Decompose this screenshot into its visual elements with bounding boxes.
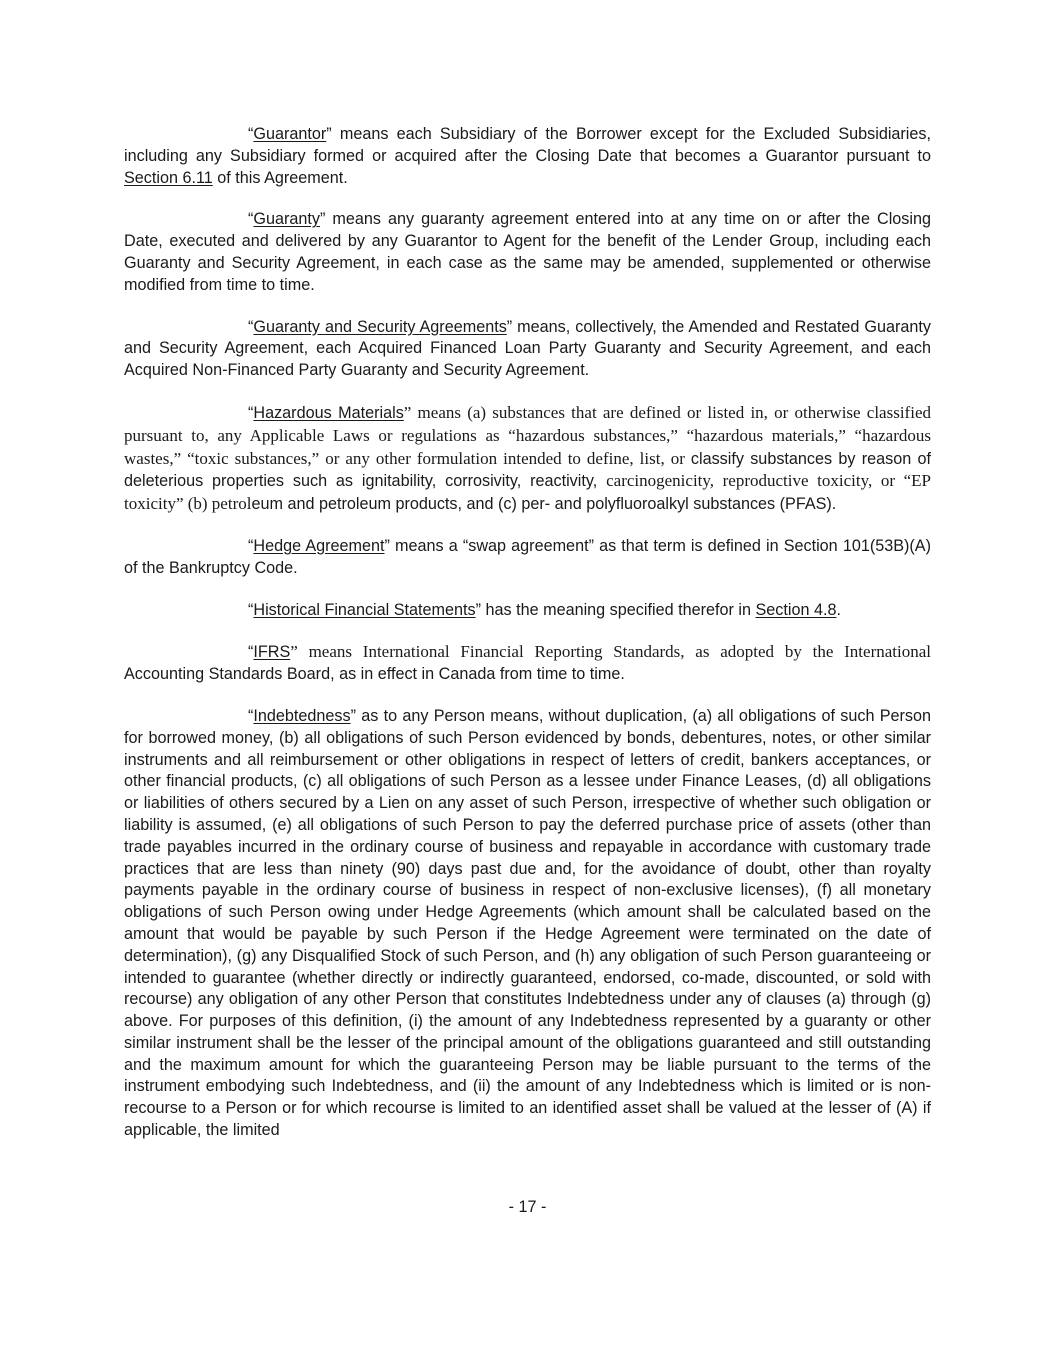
definition-text: ” as to any Person means, without duplication, (a) all obligations of such Person for borrowed money, (b) all obligations of such Person evidenced by bonds, debentures, notes, or other similar instruments and all reimbursement or other obligations in respect of letters of credit, bankers acceptances, or other financial products, (c) all obligations of such Person as a lessee under Finance Leases, (d) all obligations or liabilities of others secured by a Lien on any asset of such Person, irrespective of whether such obligation or liability is assumed, (e) all obligations of such Person to pay the deferred purchase price of assets (other than trade payables incurred in the ordinary course of business and repayable in accordance with customary trade practices that are less than ninety (90) days past due and, for the avoidance of doubt, other than royalty payments payable in the ordinary course of business in respect of non-exclusive licenses), (f) all monetary obligations of such Person owing under Hedge Agreements (which amount shall be calculated based on the amount that would be payable by such Person if the Hedge Agreement were terminated on the date of determination), (g) any Disqualified Stock of such Person, and (h) any obligation of such Person guaranteeing or intended to guarantee (whether directly or indirectly guaranteed, endorsed, co-made, discounted, or sold with recourse) any obligation of any other Person that constitutes Indebtedness under any of clauses (a) through (g) above. For purposes of this definition, (i) the amount of any Indebtedness represented by a guaranty or other similar instrument shall be the lesser of the principal amount of the obligations guaranteed and still outstanding and the maximum amount for which the guaranteeing Person may be liable pursuant to the terms of the instrument embodying such Indebtedness, and (ii) the amount of any Indebtedness which is limited or is non-recourse to a Person or for which recourse is limited to an identified asset shall be valued at the lesser of (A) if applicable, the limited xyxy=(124,706,931,1140)
definition-text: carcinogenicity, reproductive toxicity, or “EP toxicity” (b) petrol xyxy=(124,471,931,514)
open-quote: “ xyxy=(248,317,254,336)
open-quote: “ xyxy=(248,600,254,619)
definition-guaranty xyxy=(124,209,931,296)
definition-hazardous-materials xyxy=(124,402,931,516)
defined-term: Indebtedness xyxy=(253,706,351,725)
definition-guarantor xyxy=(124,124,931,189)
page-number: - 17 - xyxy=(508,1198,547,1216)
section-reference[interactable]: Section 6.11 xyxy=(124,168,213,187)
definition-text: ” means any guaranty agreement entered into at any time on or after the Closing Date, executed and delivered by any Guarantor to Agent for the benefit of the Lender Group, including each Guaranty and Security Agreement, in each case as the same may be amended, supplemented or otherwise modified from time to time. xyxy=(124,210,931,294)
definition-text: ” means (a) substances that are defined or listed in, or otherwise classified pursuant to, any Applicable Laws or regulations as “hazardous substances,” “hazardous materials,” “hazardous wastes,” “toxic substances,” or any other formulation intended to define, list, or xyxy=(124,402,931,468)
defined-term: Hazardous Materials xyxy=(253,403,404,422)
open-quote: “ xyxy=(248,536,254,555)
definition-historical-financial-statements xyxy=(124,600,931,622)
definition-ifrs xyxy=(124,641,931,686)
open-quote: “ xyxy=(248,125,254,143)
open-quote: “ xyxy=(248,210,254,229)
definition-guaranty-and-security-agreements xyxy=(124,317,931,382)
defined-term: Guaranty and Security Agreements xyxy=(253,317,507,336)
definition-text: ” has the meaning specified therefor in xyxy=(475,600,756,619)
definition-text: ” means a “swap agreement” as that term is defined in Section 101(53B)(A) of the Bankruptcy Code. xyxy=(124,536,931,577)
defined-term: Guaranty xyxy=(253,210,320,229)
section-reference[interactable]: Section 4.8 xyxy=(755,600,837,619)
defined-term: Historical Financial Statements xyxy=(253,600,476,619)
definition-text: ” means International Financial Reporting Standards, as adopted by the International xyxy=(290,642,931,662)
definition-text: ” means each Subsidiary of the Borrower except for the Excluded Subsidiaries, including any Subsidiary formed or acquired after the Closing Date that becomes a Guarantor pursuant to xyxy=(124,125,931,165)
definition-text: Accounting Standards Board, as in effect in Canada from time to time. xyxy=(124,665,625,684)
definition-text: ” means, collectively, the Amended and Restated Guaranty and Security Agreement, each Acquired Financed Loan Party Guaranty and Security Agreement, and each Acquired Non-Financed Party Guaranty and Security Agreement. xyxy=(124,317,931,380)
open-quote: “ xyxy=(248,643,254,662)
open-quote: “ xyxy=(248,706,254,725)
defined-term: IFRS xyxy=(253,643,291,662)
definition-indebtedness xyxy=(124,706,931,1142)
defined-term: Hedge Agreement xyxy=(253,536,385,555)
definition-text: classify substances by reason of deleterious properties such as ignitability, corrosivity, reactivity, xyxy=(124,449,931,491)
definition-text: . xyxy=(836,600,841,619)
definition-hedge-agreement xyxy=(124,536,931,580)
open-quote: “ xyxy=(248,403,254,422)
defined-term: Guarantor xyxy=(253,125,327,143)
definition-text: of this Agreement. xyxy=(212,168,348,187)
definition-text: eum and petroleum products, and (c) per- and polyfluoroalkyl substances (PFAS). xyxy=(251,495,837,514)
document-page xyxy=(124,124,931,1162)
